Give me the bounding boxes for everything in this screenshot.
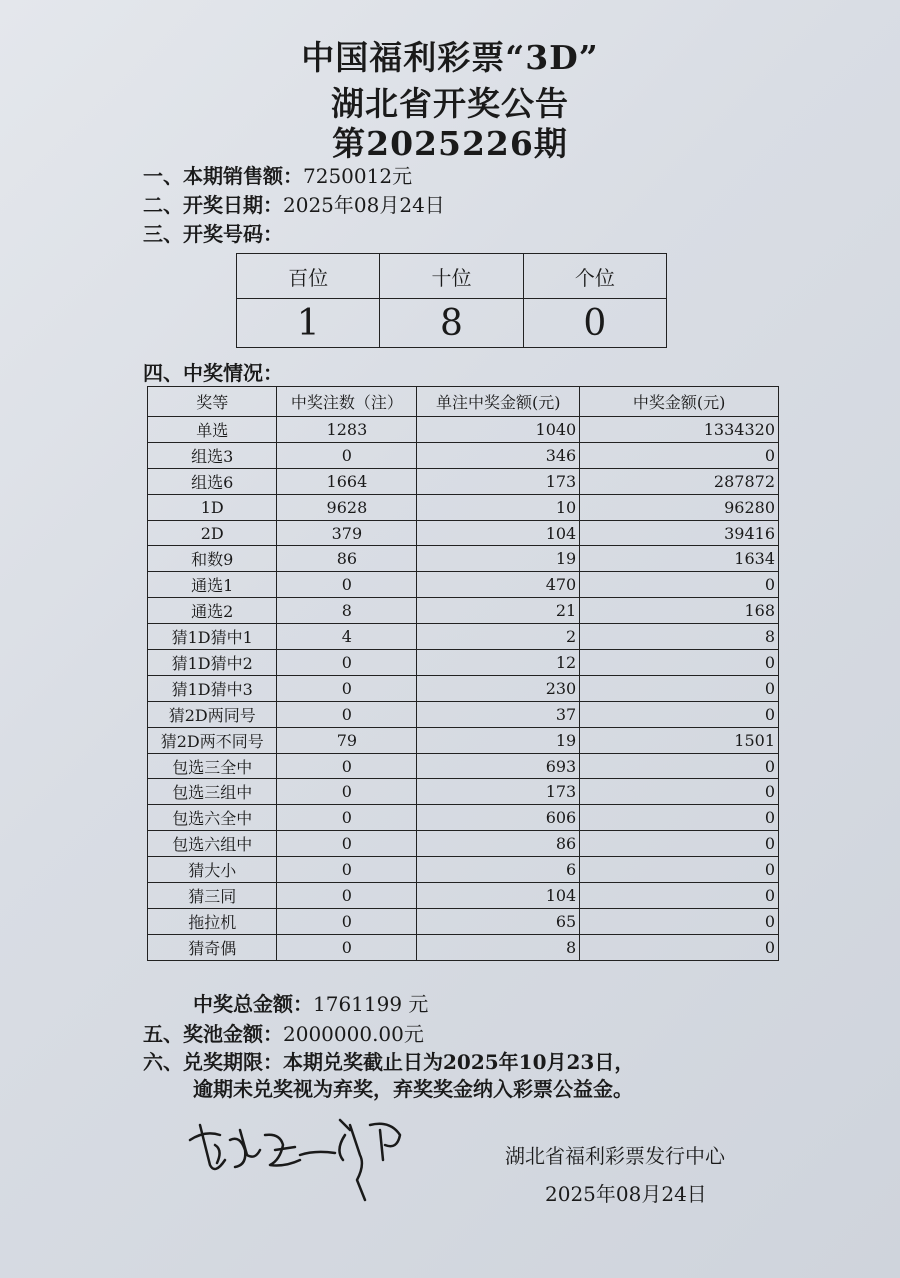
unit-prize-cell: 346 xyxy=(417,442,580,468)
prize-row xyxy=(148,805,779,831)
prize-level-cell: 包选三全中 xyxy=(148,753,277,779)
pool-value: 2000000.00元 xyxy=(283,1022,424,1046)
prize-level-cell: 包选六组中 xyxy=(148,831,277,857)
ones-digit: 0 xyxy=(523,299,666,348)
winner-count-cell: 79 xyxy=(277,727,417,753)
prize-table xyxy=(147,386,779,961)
sales-line xyxy=(143,160,412,189)
unit-prize-cell: 8 xyxy=(417,934,580,960)
issue-number-title: 第2025226期 xyxy=(332,124,568,163)
total-prize-cell: 1501 xyxy=(580,727,779,753)
prize-row xyxy=(148,650,779,676)
total-prize-cell: 287872 xyxy=(580,468,779,494)
unit-prize-cell: 65 xyxy=(417,908,580,934)
unit-prize-cell: 606 xyxy=(417,805,580,831)
unit-prize-cell: 173 xyxy=(417,468,580,494)
unit-prize-cell: 1040 xyxy=(417,417,580,443)
total-prize-cell: 8 xyxy=(580,624,779,650)
prize-row xyxy=(148,520,779,546)
prize-row xyxy=(148,727,779,753)
unit-prize-cell: 693 xyxy=(417,753,580,779)
unit-prize-cell: 19 xyxy=(417,727,580,753)
prize-row xyxy=(148,857,779,883)
handwritten-signature xyxy=(185,1105,415,1205)
prize-row xyxy=(148,934,779,960)
pool-label: 五、奖池金额： xyxy=(143,1022,283,1046)
unit-prize-cell: 6 xyxy=(417,857,580,883)
winner-count-header: 中奖注数（注） xyxy=(277,387,417,417)
unit-prize-cell: 37 xyxy=(417,701,580,727)
winner-count-cell: 86 xyxy=(277,546,417,572)
deadline-text-2: 逾期未兑奖视为弃奖，弃奖奖金纳入彩票公益金。 xyxy=(193,1077,633,1101)
prize-row xyxy=(148,546,779,572)
unit-prize-cell: 86 xyxy=(417,831,580,857)
prize-row xyxy=(148,598,779,624)
winner-count-cell: 0 xyxy=(277,650,417,676)
unit-prize-cell: 104 xyxy=(417,883,580,909)
total-prize-label: 中奖总金额： xyxy=(193,992,313,1016)
prize-row xyxy=(148,494,779,520)
total-prize-cell: 0 xyxy=(580,701,779,727)
unit-prize-cell: 12 xyxy=(417,650,580,676)
prize-row xyxy=(148,572,779,598)
prize-level-cell: 猜1D猜中3 xyxy=(148,675,277,701)
hundreds-digit: 1 xyxy=(237,299,380,348)
winner-count-cell: 8 xyxy=(277,598,417,624)
unit-prize-cell: 470 xyxy=(417,572,580,598)
unit-prize-cell: 104 xyxy=(417,520,580,546)
prize-row xyxy=(148,831,779,857)
prize-level-cell: 猜三同 xyxy=(148,883,277,909)
prize-row xyxy=(148,883,779,909)
prize-level-cell: 通选2 xyxy=(148,598,277,624)
total-prize-cell: 1334320 xyxy=(580,417,779,443)
total-prize-header: 中奖金额(元) xyxy=(580,387,779,417)
total-prize-cell: 39416 xyxy=(580,520,779,546)
prize-level-cell: 包选六全中 xyxy=(148,805,277,831)
total-prize-cell: 0 xyxy=(580,779,779,805)
pool-line xyxy=(143,1018,424,1047)
issue-date: 2025年08月24日 xyxy=(545,1182,707,1206)
unit-prize-cell: 230 xyxy=(417,675,580,701)
prize-level-cell: 组选3 xyxy=(148,442,277,468)
total-prize-cell: 0 xyxy=(580,857,779,883)
prize-row xyxy=(148,701,779,727)
unit-prize-cell: 10 xyxy=(417,494,580,520)
prize-row xyxy=(148,417,779,443)
total-prize-cell: 168 xyxy=(580,598,779,624)
total-prize-cell: 1634 xyxy=(580,546,779,572)
winner-count-cell: 1283 xyxy=(277,417,417,443)
prize-level-cell: 通选1 xyxy=(148,572,277,598)
deadline-label: 六、兑奖期限： xyxy=(143,1050,283,1074)
deadline-line-1 xyxy=(143,1046,634,1075)
prize-level-cell: 猜1D猜中1 xyxy=(148,624,277,650)
prize-row xyxy=(148,779,779,805)
sales-value: 7250012元 xyxy=(303,164,413,188)
total-prize-cell: 0 xyxy=(580,908,779,934)
unit-prize-header: 单注中奖金额(元) xyxy=(417,387,580,417)
prize-level-cell: 猜2D两不同号 xyxy=(148,727,277,753)
winner-count-cell: 0 xyxy=(277,701,417,727)
winner-count-cell: 0 xyxy=(277,753,417,779)
total-prize-cell: 96280 xyxy=(580,494,779,520)
prize-level-cell: 2D xyxy=(148,520,277,546)
unit-prize-cell: 21 xyxy=(417,598,580,624)
winner-count-cell: 4 xyxy=(277,624,417,650)
total-prize-value: 1761199 元 xyxy=(313,992,429,1016)
total-prize-cell: 0 xyxy=(580,675,779,701)
prize-row xyxy=(148,675,779,701)
ones-header: 个位 xyxy=(523,254,666,299)
unit-prize-cell: 173 xyxy=(417,779,580,805)
winner-count-cell: 0 xyxy=(277,908,417,934)
prize-header-row xyxy=(148,387,779,417)
draw-date-line xyxy=(143,189,445,218)
winner-count-cell: 9628 xyxy=(277,494,417,520)
prize-level-cell: 包选三组中 xyxy=(148,779,277,805)
prize-level-cell: 拖拉机 xyxy=(148,908,277,934)
draw-date-value: 2025年08月24日 xyxy=(283,193,445,217)
prize-level-cell: 1D xyxy=(148,494,277,520)
deadline-text-1: 本期兑奖截止日为2025年10月23日， xyxy=(283,1050,635,1074)
winner-count-cell: 0 xyxy=(277,857,417,883)
issuer-name: 湖北省福利彩票发行中心 xyxy=(505,1144,725,1168)
prize-level-cell: 猜2D两同号 xyxy=(148,701,277,727)
numbers-header-row xyxy=(237,254,667,299)
numbers-value-row xyxy=(237,299,667,348)
prize-level-cell: 猜大小 xyxy=(148,857,277,883)
numbers-label: 三、开奖号码： xyxy=(143,222,283,246)
winner-count-cell: 0 xyxy=(277,934,417,960)
total-prize-cell: 0 xyxy=(580,753,779,779)
total-prize-line xyxy=(193,988,428,1017)
total-prize-cell: 0 xyxy=(580,805,779,831)
winner-count-cell: 0 xyxy=(277,572,417,598)
prize-row xyxy=(148,468,779,494)
title-line-1: 中国福利彩票“3D” xyxy=(301,38,599,77)
winner-count-cell: 379 xyxy=(277,520,417,546)
total-prize-cell: 0 xyxy=(580,650,779,676)
sales-label: 一、本期销售额： xyxy=(143,164,303,188)
total-prize-cell: 0 xyxy=(580,831,779,857)
prize-level-header: 奖等 xyxy=(148,387,277,417)
winner-count-cell: 1664 xyxy=(277,468,417,494)
title-line-2: 湖北省开奖公告 xyxy=(331,84,569,123)
total-prize-cell: 0 xyxy=(580,442,779,468)
total-prize-cell: 0 xyxy=(580,934,779,960)
winner-count-cell: 0 xyxy=(277,805,417,831)
tens-digit: 8 xyxy=(380,299,523,348)
prize-row xyxy=(148,624,779,650)
winner-count-cell: 0 xyxy=(277,442,417,468)
prize-row xyxy=(148,908,779,934)
unit-prize-cell: 2 xyxy=(417,624,580,650)
winning-numbers-table xyxy=(236,253,667,348)
total-prize-cell: 0 xyxy=(580,572,779,598)
prize-level-cell: 和数9 xyxy=(148,546,277,572)
tens-header: 十位 xyxy=(380,254,523,299)
unit-prize-cell: 19 xyxy=(417,546,580,572)
winner-count-cell: 0 xyxy=(277,883,417,909)
winner-count-cell: 0 xyxy=(277,779,417,805)
hundreds-header: 百位 xyxy=(237,254,380,299)
winner-count-cell: 0 xyxy=(277,675,417,701)
prize-level-cell: 组选6 xyxy=(148,468,277,494)
prize-level-cell: 猜奇偶 xyxy=(148,934,277,960)
draw-date-label: 二、开奖日期： xyxy=(143,193,283,217)
prize-section-label: 四、中奖情况： xyxy=(143,361,283,385)
prize-level-cell: 单选 xyxy=(148,417,277,443)
total-prize-cell: 0 xyxy=(580,883,779,909)
prize-row xyxy=(148,442,779,468)
prize-level-cell: 猜1D猜中2 xyxy=(148,650,277,676)
prize-row xyxy=(148,753,779,779)
winner-count-cell: 0 xyxy=(277,831,417,857)
